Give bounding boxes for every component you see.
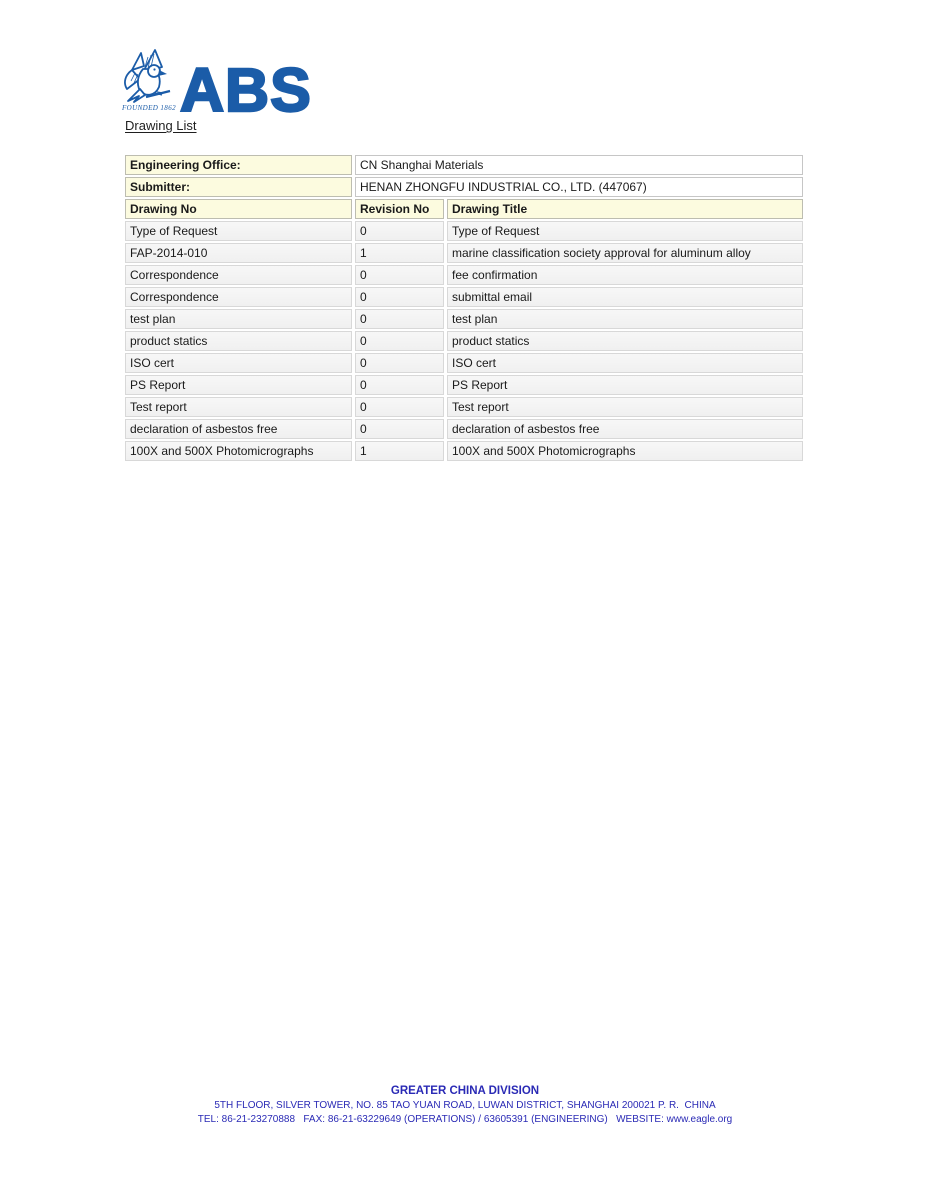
drawing-no-cell: 100X and 500X Photomicrographs: [125, 441, 352, 461]
table-row: [125, 353, 803, 373]
submitter-row: [125, 177, 803, 197]
drawing-no-cell: Correspondence: [125, 287, 352, 307]
revision-no-cell: 0: [355, 419, 444, 439]
founded-text: FOUNDED 1862: [122, 104, 176, 112]
drawing-list-table: [125, 155, 803, 463]
drawing-title-cell: PS Report: [447, 375, 803, 395]
drawing-title-cell: product statics: [447, 331, 803, 351]
table-row: [125, 221, 803, 241]
drawing-title-cell: test plan: [447, 309, 803, 329]
engineering-office-value: CN Shanghai Materials: [355, 155, 803, 175]
drawing-title-cell: marine classification society approval for aluminum alloy: [447, 243, 803, 263]
revision-no-cell: 1: [355, 441, 444, 461]
revision-no-cell: 1: [355, 243, 444, 263]
table-row: [125, 419, 803, 439]
column-header-drawing-no: Drawing No: [125, 199, 352, 219]
division-name: GREATER CHINA DIVISION: [390, 1085, 540, 1097]
table-body: [125, 221, 803, 461]
submitter-value: HENAN ZHONGFU INDUSTRIAL CO., LTD. (447067): [355, 177, 803, 197]
drawing-title-cell: Test report: [447, 397, 803, 417]
revision-no-cell: 0: [355, 221, 444, 241]
address-line: 5TH FLOOR, SILVER TOWER, NO. 85 TAO YUAN ROAD, LUWAN DISTRICT, SHANGHAI 200021 P. R. CHINA: [214, 1100, 716, 1111]
drawing-no-cell: product statics: [125, 331, 352, 351]
engineering-office-label: Engineering Office:: [125, 155, 352, 175]
table-row: [125, 309, 803, 329]
revision-no-cell: 0: [355, 309, 444, 329]
engineering-office-row: [125, 155, 803, 175]
submitter-label: Submitter:: [125, 177, 352, 197]
table-row: [125, 243, 803, 263]
drawing-title-cell: 100X and 500X Photomicrographs: [447, 441, 803, 461]
drawing-title-cell: fee confirmation: [447, 265, 803, 285]
table-header-row: [125, 199, 803, 219]
table-row: [125, 287, 803, 307]
revision-no-cell: 0: [355, 353, 444, 373]
drawing-no-cell: test plan: [125, 309, 352, 329]
revision-no-cell: 0: [355, 375, 444, 395]
drawing-no-cell: Correspondence: [125, 265, 352, 285]
table-row: [125, 375, 803, 395]
table-row: [125, 441, 803, 461]
drawing-title-cell: declaration of asbestos free: [447, 419, 803, 439]
footer: [0, 1084, 930, 1127]
abs-wordmark: ABS: [180, 56, 312, 124]
drawing-no-cell: declaration of asbestos free: [125, 419, 352, 439]
drawing-title-cell: submittal email: [447, 287, 803, 307]
drawing-no-cell: PS Report: [125, 375, 352, 395]
drawing-no-cell: Test report: [125, 397, 352, 417]
drawing-title-cell: ISO cert: [447, 353, 803, 373]
revision-no-cell: 0: [355, 287, 444, 307]
drawing-no-cell: ISO cert: [125, 353, 352, 373]
revision-no-cell: 0: [355, 397, 444, 417]
drawing-title-cell: Type of Request: [447, 221, 803, 241]
table-row: [125, 331, 803, 351]
revision-no-cell: 0: [355, 331, 444, 351]
table-row: [125, 397, 803, 417]
contact-line: TEL: 86-21-23270888 FAX: 86-21-63229649 (OPERATIONS) / 63605391 (ENGINEERING) WEBSITE: www.eagle.org: [197, 1114, 733, 1125]
drawing-no-cell: FAP-2014-010: [125, 243, 352, 263]
column-header-revision-no: Revision No: [355, 199, 444, 219]
table-row: [125, 265, 803, 285]
revision-no-cell: 0: [355, 265, 444, 285]
drawing-no-cell: Type of Request: [125, 221, 352, 241]
abs-logo: [119, 49, 312, 124]
eagle-emblem: [119, 49, 179, 112]
column-header-drawing-title: Drawing Title: [447, 199, 803, 219]
eagle-icon: [121, 49, 177, 103]
page-title: Drawing List: [125, 118, 197, 133]
